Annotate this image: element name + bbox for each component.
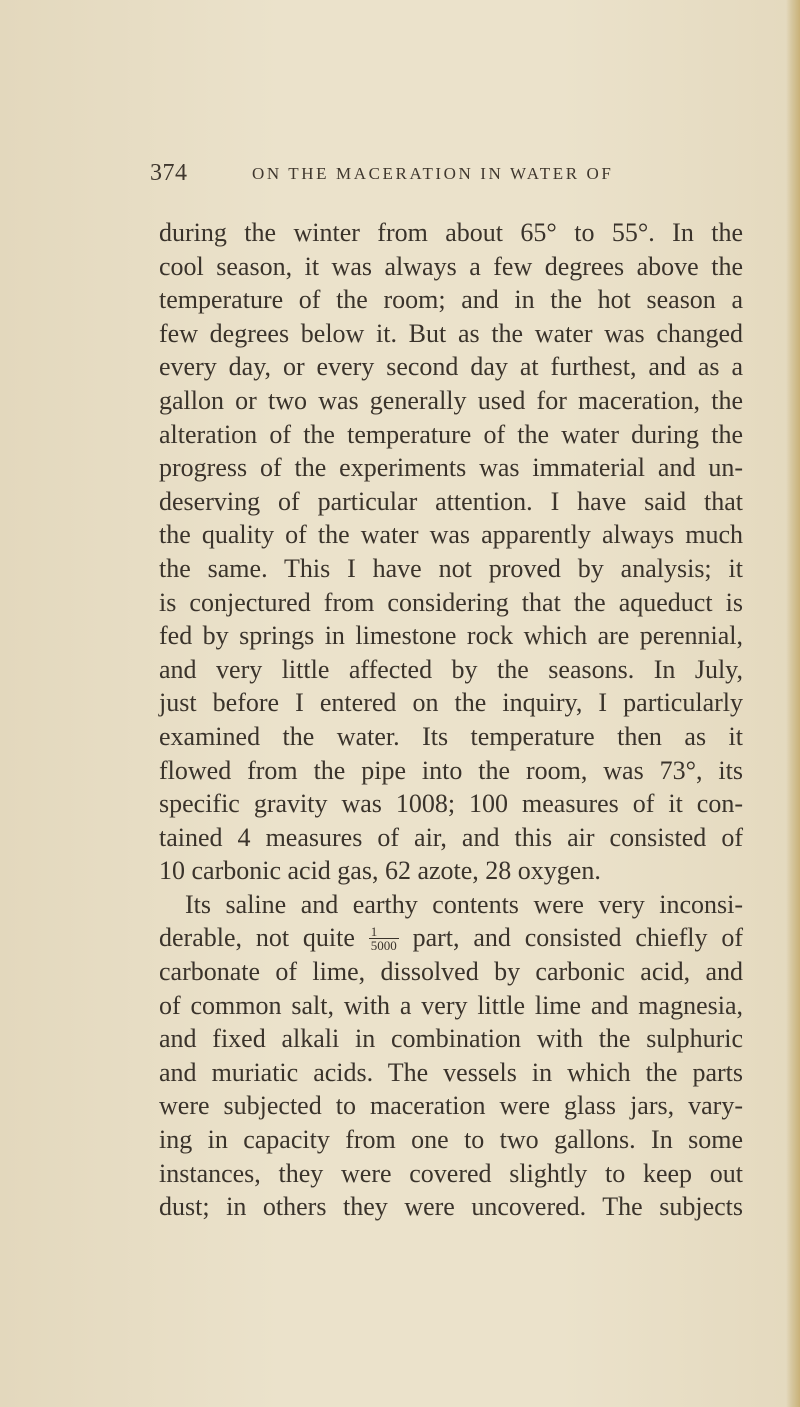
text-line: is conjectured from considering that the aqueduct is <box>159 587 743 617</box>
text-line: and very little affected by the seasons. In July, <box>159 654 743 684</box>
text-line: progress of the experiments was immaterial and un- <box>159 453 743 483</box>
fraction-line-before: derable, not quite <box>159 923 355 953</box>
text-line: during the winter from about 65° to 55°. In the <box>159 218 743 247</box>
text-line: instances, they were covered slightly to keep out <box>159 1158 743 1188</box>
text-line: every day, or every second day at furthest, and as a <box>159 352 743 382</box>
text-line: examined the water. Its temperature then as it <box>159 721 743 751</box>
page-number: 374 <box>150 160 188 186</box>
fraction-numerator: 1 <box>369 925 399 939</box>
text-line: tained 4 measures of air, and this air consisted of <box>159 822 743 852</box>
text-line: fed by springs in limestone rock which are perennial, <box>159 621 743 651</box>
page-edge <box>786 0 800 1407</box>
text-line: were subjected to maceration were glass jars, vary- <box>159 1091 743 1121</box>
page-header <box>150 160 710 200</box>
text-line: dust; in others they were uncovered. The subjects <box>159 1192 743 1222</box>
text-line: the quality of the water was apparently always much <box>159 520 743 550</box>
text-line: temperature of the room; and in the hot season a <box>159 285 743 315</box>
text-line: 10 carbonic acid gas, 62 azote, 28 oxygen. <box>159 856 601 886</box>
text-line: cool season, it was always a few degrees above the <box>159 251 743 281</box>
text-line: carbonate of lime, dissolved by carbonic acid, and <box>159 957 743 987</box>
text-line: few degrees below it. But as the water was changed <box>159 318 743 348</box>
text-line: and fixed alkali in combination with the sulphuric <box>159 1024 743 1054</box>
text-line: flowed from the pipe into the room, was 73°, its <box>159 755 743 785</box>
text-line: just before I entered on the inquiry, I particularly <box>159 688 743 718</box>
body-text <box>159 216 743 1224</box>
text-line: deserving of particular attention. I have said that <box>159 486 743 516</box>
text-line: specific gravity was 1008; 100 measures of it con- <box>159 789 743 819</box>
text-line: alteration of the temperature of the water during the <box>159 419 743 449</box>
text-line: gallon or two was generally used for maceration, the <box>159 385 743 415</box>
fraction <box>369 925 399 952</box>
fraction-line-after: part, and consisted chiefly of <box>412 923 743 953</box>
text-line: Its saline and earthy contents were very inconsi- <box>185 889 743 919</box>
text-line: the same. This I have not proved by analysis; it <box>159 553 743 583</box>
text-line: and muriatic acids. The vessels in which the parts <box>159 1057 743 1087</box>
text-line-with-fraction <box>159 921 743 955</box>
text-line: ing in capacity from one to two gallons. In some <box>159 1125 743 1155</box>
fraction-denominator: 5000 <box>370 938 397 953</box>
text-line: of common salt, with a very little lime and magnesia, <box>159 990 743 1020</box>
running-title: ON THE MACERATION IN WATER OF <box>252 164 614 183</box>
